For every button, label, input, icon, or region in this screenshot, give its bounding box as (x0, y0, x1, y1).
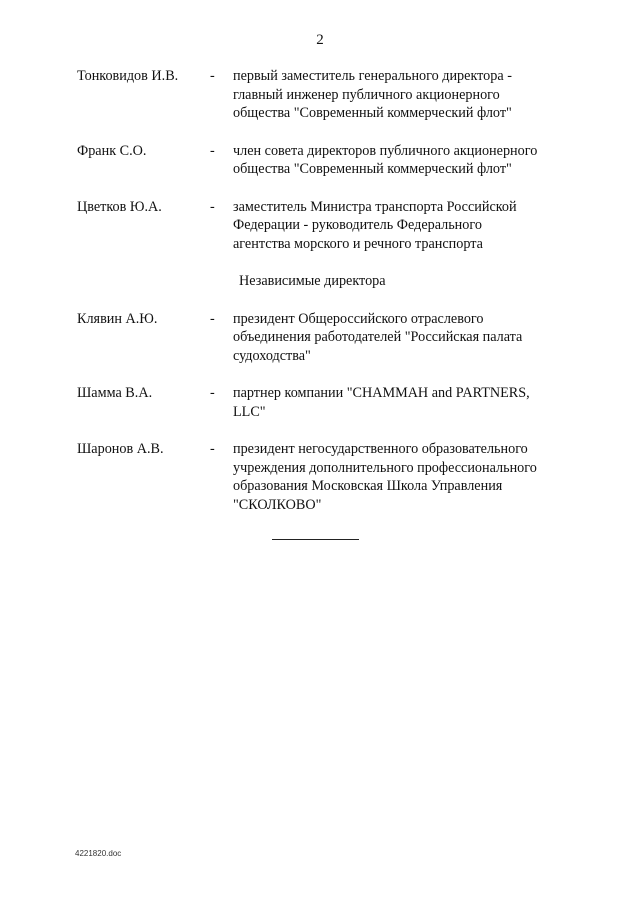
member-position (233, 198, 563, 254)
member-position (233, 67, 563, 123)
member-name: Шаронов А.В. (77, 441, 164, 457)
member-position-line: президент Общероссийского отраслевого (233, 310, 484, 327)
independent-directors-heading: Независимые директора (239, 273, 386, 289)
member-position-line: агентства морского и речного транспорта (233, 235, 483, 252)
entry-spacer (0, 179, 640, 198)
member-position-line: первый заместитель генерального директора - (233, 68, 512, 84)
member-position (233, 142, 563, 179)
member-position (233, 310, 563, 366)
entry-spacer (0, 421, 640, 440)
member-position-line: образования Московская Школа Управления (233, 478, 503, 494)
member-position (233, 384, 563, 421)
member-dash: - (210, 142, 215, 159)
board-members-list (0, 67, 640, 514)
member-position-line: главный инженер публичного акционерного (233, 86, 500, 103)
member-position-line: учреждения дополнительного профессионального (233, 459, 537, 476)
member-name: Тонковидов И.В. (77, 68, 179, 84)
member-position-line: партнер компании "CHAMMAH and PARTNERS, (233, 385, 530, 401)
member-dash: - (210, 441, 215, 457)
member-entry-tsvetkov (0, 198, 640, 254)
member-position-line: "СКОЛКОВО" (233, 496, 322, 513)
end-separator-line (272, 539, 359, 540)
entry-spacer (0, 123, 640, 142)
member-position-line: LLC" (233, 403, 266, 420)
member-position (233, 440, 563, 514)
entry-spacer (0, 365, 640, 384)
entry-spacer (0, 291, 640, 310)
member-dash: - (210, 68, 215, 84)
page-number: 2 (316, 32, 324, 48)
member-dash: - (210, 310, 215, 327)
member-position-line: член совета директоров публичного акционерного (233, 142, 538, 159)
member-entry-tonkovidov (0, 67, 640, 123)
member-name: Шамма В.А. (77, 385, 153, 401)
member-entry-frank (0, 142, 640, 179)
entry-spacer (0, 253, 640, 272)
member-entry-shamma (0, 384, 640, 421)
member-position-line: объединения работодателей "Российская палата (233, 329, 523, 345)
member-name: Цветков Ю.А. (77, 198, 162, 215)
member-position-line: заместитель Министра транспорта Российской (233, 198, 517, 215)
member-position-line: общества "Современный коммерческий флот" (233, 105, 512, 121)
member-name: Франк С.О. (77, 142, 147, 159)
member-entry-sharonov (0, 440, 640, 514)
member-position-line: общества "Современный коммерческий флот" (233, 161, 512, 177)
member-name: Клявин А.Ю. (77, 310, 158, 327)
member-position-line: судоходства" (233, 347, 311, 364)
footer-filename: 4221820.doc (75, 849, 122, 858)
member-position-line: президент негосударственного образовательного (233, 441, 528, 457)
member-position-line: Федерации - руководитель Федерального (233, 217, 482, 233)
member-entry-klyavin (0, 310, 640, 366)
member-dash: - (210, 198, 215, 215)
member-dash: - (210, 385, 215, 401)
